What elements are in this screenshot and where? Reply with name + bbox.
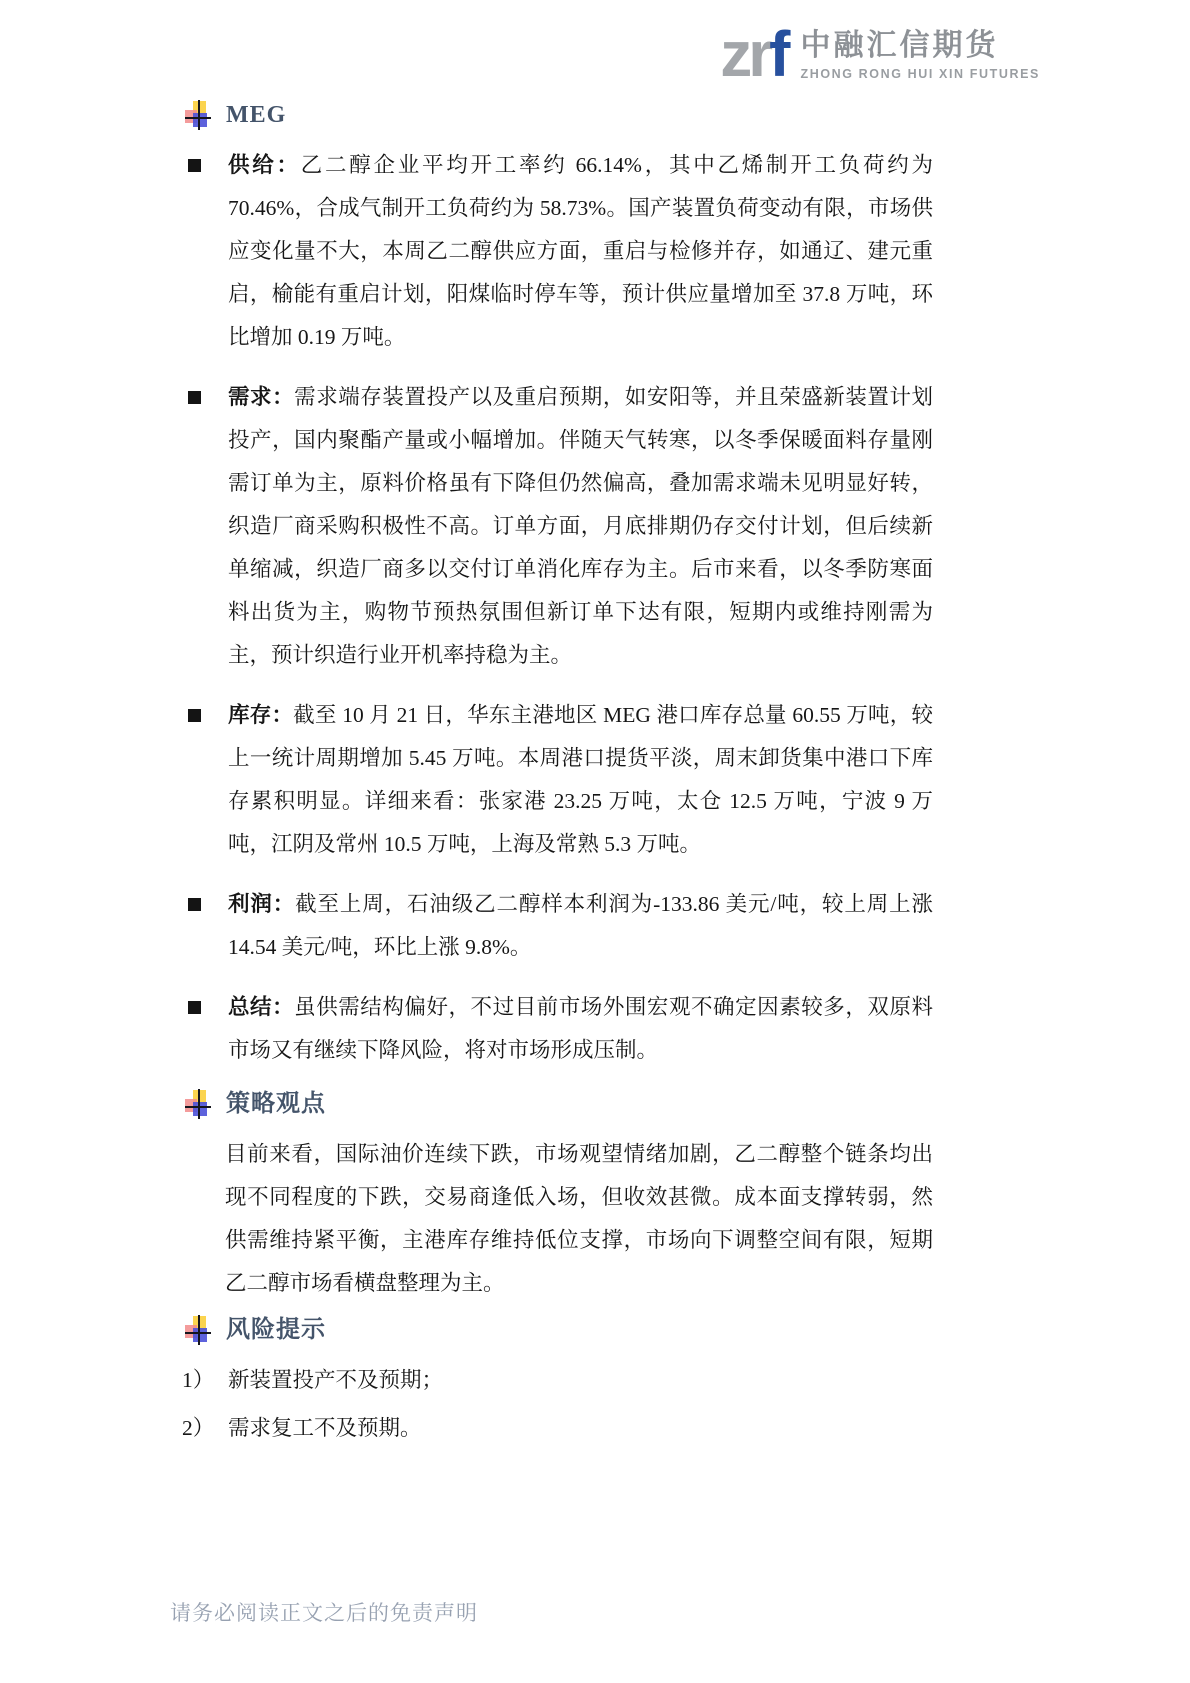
risk-list bbox=[182, 1359, 933, 1450]
risk-item-2 bbox=[182, 1407, 933, 1450]
section-heading-strategy bbox=[185, 1089, 933, 1119]
company-logo bbox=[720, 18, 1040, 90]
bullet-demand bbox=[185, 376, 933, 677]
square-bullet-icon bbox=[188, 709, 201, 722]
bullet-profit bbox=[185, 883, 933, 969]
logo-names bbox=[800, 28, 1040, 81]
section-heading-meg bbox=[185, 100, 933, 130]
logo-zr-letters: zr bbox=[720, 18, 770, 90]
strategy-paragraph: 目前来看，国际油价连续下跌，市场观望情绪加剧，乙二醇整个链条均出现不同程度的下跌，交易商逢低入场，但收效甚微。成本面支撑转弱，然供需维持紧平衡，主港库存维持低位支撑，市场向下调整空间有限，短期乙二醇市场看横盘整理为主。 bbox=[225, 1142, 933, 1295]
inventory-paragraph bbox=[228, 694, 933, 866]
colored-cross-bullet-icon bbox=[185, 1089, 211, 1119]
demand-label: 需求： bbox=[228, 385, 295, 409]
summary-paragraph bbox=[228, 986, 933, 1072]
risk-heading-text: 风险提示 bbox=[226, 1317, 326, 1343]
strategy-heading-text: 策略观点 bbox=[226, 1091, 326, 1117]
logo-zrf-wordmark bbox=[720, 18, 787, 90]
risk-item-1-text: 新装置投产不及预期； bbox=[228, 1368, 444, 1392]
section-heading-risk bbox=[185, 1315, 933, 1345]
profit-label: 利润： bbox=[228, 892, 296, 916]
meg-heading-text: MEG bbox=[226, 102, 287, 128]
colored-cross-bullet-icon bbox=[185, 1315, 211, 1345]
inventory-text: 截至 10 月 21 日，华东主港地区 MEG 港口库存总量 60.55 万吨，较上一统计周期增加 5.45 万吨。本周港口提货平淡，周末卸货集中港口下库存累积明显。详细来看：张家港 23.25 万吨，太仓 12.5 万吨，宁波 9 万吨，江阴及常州 10.5 万吨，上海及常熟 5.3 万吨。 bbox=[228, 703, 933, 856]
profit-paragraph bbox=[228, 883, 933, 969]
square-bullet-icon bbox=[188, 391, 201, 404]
risk-item-1 bbox=[182, 1359, 933, 1402]
demand-text: 需求端存装置投产以及重启预期，如安阳等，并且荣盛新装置计划投产，国内聚酯产量或小幅增加。伴随天气转寒，以冬季保暖面料存量刚需订单为主，原料价格虽有下降但仍然偏高，叠加需求端未见明显好转，织造厂商采购积极性不高。订单方面，月底排期仍存交付计划，但后续新单缩减，织造厂商多以交付订单消化库存为主。后市来看，以冬季防寒面料出货为主，购物节预热氛围但新订单下达有限，短期内或维持刚需为主，预计织造行业开机率持稳为主。 bbox=[228, 385, 933, 667]
inventory-label: 库存： bbox=[228, 703, 294, 727]
bullet-inventory bbox=[185, 694, 933, 866]
square-bullet-icon bbox=[188, 1001, 201, 1014]
risk-item-2-number: 2） bbox=[182, 1416, 215, 1440]
company-name-chinese: 中融汇信期货 bbox=[800, 28, 999, 62]
bullet-summary bbox=[185, 986, 933, 1072]
square-bullet-icon bbox=[188, 898, 201, 911]
summary-text: 虽供需结构偏好，不过目前市场外围宏观不确定因素较多，双原料市场又有继续下降风险，将对市场形成压制。 bbox=[228, 995, 933, 1062]
supply-paragraph bbox=[228, 144, 933, 359]
company-name-english: ZHONG RONG HUI XIN FUTURES bbox=[800, 66, 1040, 81]
supply-text: 乙二醇企业平均开工率约 66.14%，其中乙烯制开工负荷约为 70.46%，合成气制开工负荷约为 58.73%。国产装置负荷变动有限，市场供应变化量不大，本周乙二醇供应方面，重启与检修并存，如通辽、建元重启，榆能有重启计划，阳煤临时停车等，预计供应量增加至 37.8 万吨，环比增加 0.19 万吨。 bbox=[228, 153, 933, 349]
profit-text: 截至上周，石油级乙二醇样本利润为-133.86 美元/吨，较上周上涨 14.54 美元/吨，环比上涨 9.8%。 bbox=[228, 892, 933, 959]
bullet-supply bbox=[185, 144, 933, 359]
colored-cross-bullet-icon bbox=[185, 100, 211, 130]
report-body bbox=[182, 100, 933, 1455]
disclaimer-footer: 请务必阅读正文之后的免责声明 bbox=[170, 1601, 478, 1625]
demand-paragraph bbox=[228, 376, 933, 677]
risk-item-2-text: 需求复工不及预期。 bbox=[228, 1416, 422, 1440]
logo-f-letter: f bbox=[769, 18, 787, 90]
summary-label: 总结： bbox=[228, 995, 295, 1019]
square-bullet-icon bbox=[188, 159, 201, 172]
supply-label: 供给： bbox=[228, 153, 301, 177]
risk-item-1-number: 1） bbox=[182, 1368, 215, 1392]
